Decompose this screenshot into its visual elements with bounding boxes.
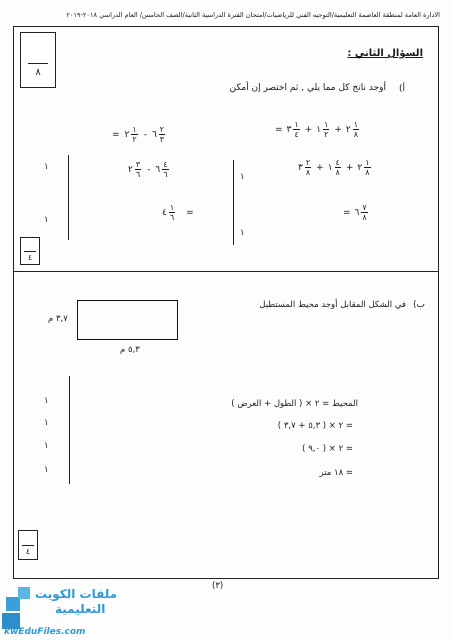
whole-number: ١: [316, 124, 322, 135]
mark-value: ١: [44, 441, 49, 451]
whole-number: ٢: [128, 164, 133, 175]
operator: -: [147, 164, 151, 175]
numerator: ١: [324, 120, 329, 129]
equals-sign: =: [112, 129, 120, 140]
question-title: السؤال الثاني :: [347, 48, 423, 59]
equals-sign: =: [275, 124, 283, 135]
mark-value: ١: [44, 215, 49, 225]
solution-line-3: = ٢ × ( ٩,٠ ): [302, 444, 353, 454]
numerator: ٤: [335, 158, 340, 167]
mark-value: ١: [44, 162, 49, 172]
part-b-score-max: ٤: [25, 547, 31, 556]
logo-square-icon: [6, 597, 20, 611]
left-problem-line-3: [162, 203, 194, 222]
logo-text-line-1: ملفات الكويت: [35, 587, 118, 601]
denominator: ٦: [135, 170, 141, 179]
denominator: ٨: [362, 213, 367, 222]
operator: +: [334, 124, 342, 135]
solution-line-4: = ١٨ متر: [319, 468, 353, 478]
operator: +: [345, 162, 354, 173]
whole-number: ١: [327, 162, 333, 173]
marks-divider: [68, 155, 69, 240]
solution-line-2: = ٢ × ( ٥,٣ + ٣,٧ ): [277, 421, 353, 431]
part-a-score-max: ٤: [27, 253, 33, 262]
numerator: ١: [353, 120, 359, 129]
part-b-score-blank: [19, 531, 37, 544]
total-score-blank: [21, 33, 55, 61]
denominator: ٣: [159, 135, 165, 144]
marks-divider: [69, 376, 70, 484]
denominator: ٦: [163, 170, 168, 179]
right-problem-line-1: [275, 120, 360, 139]
kuwait-files-logo: [0, 585, 135, 640]
part-a-score-box: [20, 237, 40, 265]
page-header: الادارة العامة لمنطقة العاصمة التعليمية/التوجيه الفني للرياضيات/امتحان الفترة الدراسية الثانية/الصف الخامس/ العام الدراسي ٢٠١٨-٢٠١٩: [66, 11, 440, 19]
numerator: ١: [294, 120, 299, 129]
rectangle-width-label: ٣,٧ م: [48, 314, 68, 324]
denominator: ٦: [169, 213, 175, 222]
part-a-prompt: أوجد ناتج كل مما يلي , ثم اختصر إن أمكن: [229, 83, 386, 93]
operator: +: [304, 124, 313, 135]
mark-value: ١: [44, 396, 49, 406]
whole-number: ٣: [286, 124, 292, 135]
mark-value: ١: [44, 418, 49, 428]
whole-number: ٦: [151, 129, 157, 140]
marks-divider: [233, 160, 234, 245]
whole-number: ٤: [162, 207, 167, 218]
denominator: ٢: [324, 130, 329, 139]
whole-number: ٢: [124, 129, 130, 140]
numerator: ٤: [163, 160, 168, 169]
total-score-box: [20, 32, 56, 88]
left-problem-line-2: [128, 160, 170, 179]
denominator: ٨: [353, 130, 359, 139]
mark-value: ١: [240, 228, 245, 238]
part-a-score-blank: [21, 238, 39, 250]
mark-value: ١: [44, 465, 49, 475]
numerator: ٢: [305, 158, 311, 167]
numerator: ٣: [135, 160, 141, 169]
operator: +: [316, 162, 324, 173]
mark-value: ١: [240, 172, 245, 182]
logo-square-icon: [18, 587, 30, 599]
left-problem-line-1: [112, 125, 166, 144]
page-number: (٣): [212, 581, 224, 591]
part-a-label: أ): [398, 84, 405, 94]
whole-number: ٦: [354, 207, 360, 218]
solution-line-1: المحيط = ٢ × ( الطول + العرض ): [231, 399, 358, 409]
logo-url: kwEduFiles.com: [4, 627, 86, 637]
whole-number: ٢: [357, 162, 363, 173]
numerator: ١: [365, 158, 370, 167]
operator: -: [143, 129, 147, 140]
total-score-max: ٨: [35, 67, 41, 78]
equals-sign: =: [186, 207, 194, 218]
denominator: ٤: [294, 130, 299, 139]
rectangle-length-label: ٥,٣ م: [120, 345, 140, 355]
numerator: ١: [169, 203, 175, 212]
right-problem-line-2: [298, 158, 372, 177]
numerator: ٧: [362, 203, 367, 212]
denominator: ٢: [132, 135, 137, 144]
part-b-score-box: [18, 530, 38, 560]
section-divider: [13, 271, 439, 272]
denominator: ٨: [365, 168, 370, 177]
denominator: ٨: [305, 168, 311, 177]
rectangle-shape: [77, 300, 178, 340]
denominator: ٨: [335, 168, 340, 177]
part-b-prompt: في الشكل المقابل أوجد محيط المستطيل: [259, 300, 406, 310]
whole-number: ٢: [345, 124, 351, 135]
logo-text-line-2: التعليمية: [55, 602, 106, 616]
numerator: ١: [132, 125, 137, 134]
numerator: ٢: [159, 125, 165, 134]
equals-sign: =: [343, 207, 351, 218]
right-problem-line-3: [343, 203, 369, 222]
part-b-label: ب): [413, 300, 425, 310]
whole-number: ٣: [298, 162, 303, 173]
whole-number: ٦: [155, 164, 161, 175]
